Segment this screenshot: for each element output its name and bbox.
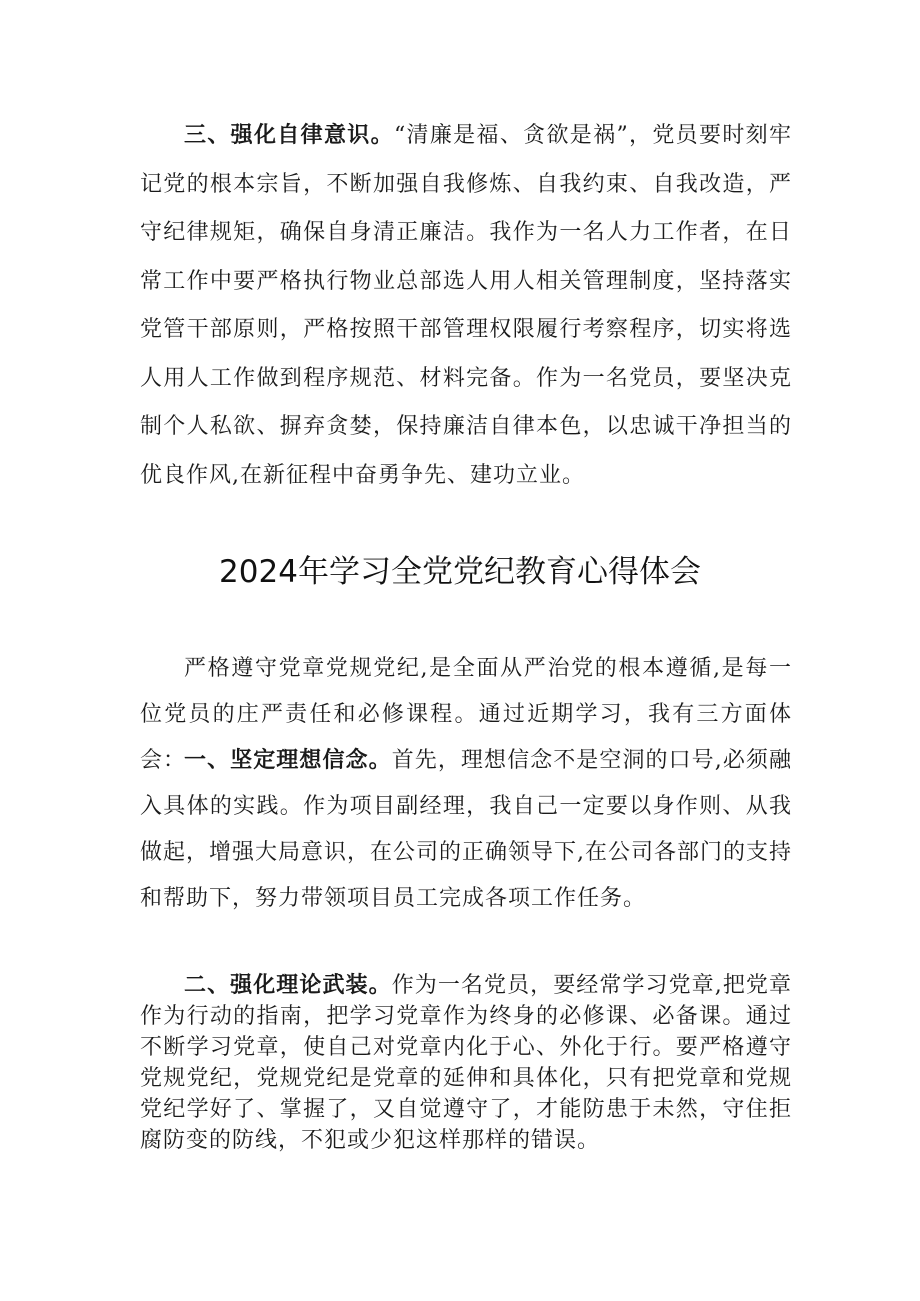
paragraph-self-discipline — [140, 112, 792, 500]
paragraph-theory — [140, 970, 792, 1156]
paragraph-heading: 二、强化理论武装。 — [184, 973, 392, 998]
paragraph-body: 严格遵守党章党规党纪,是全面从严治党的根本遵循,是每一位党员的庄严责任和必修课程。通过近期学习，我有三方面体会： — [140, 656, 792, 773]
paragraph-body: 首先，理想信念不是空洞的口号,必须融入具体的实践。作为项目副经理，我自己一定要以身作则、从我做起，增强大局意识，在公司的正确领导下,在公司各部门的支持和帮助下，努力带领项目员工完成各项工作任务。 — [140, 748, 792, 911]
paragraph-body: 作为一名党员，要经常学习党章,把党章作为行动的指南，把学习党章作为终身的必修课、必备课。通过不断学习党章，使自己对党章内化于心、外化于行。要严格遵守党规党纪，党规党纪是党章的延伸和具体化，只有把党章和党规党纪学好了、掌握了，又自觉遵守了，才能防患于未然，守住拒腐防变的防线，不犯或少犯这样那样的错误。 — [140, 973, 792, 1153]
paragraph-heading: 一、坚定理想信念。 — [184, 748, 392, 773]
document-title: 2024年学习全党党纪教育心得体会 — [219, 554, 701, 590]
paragraph-body: “清廉是福、贪欲是祸”，党员要时刻牢记党的根本宗旨，不断加强自我修炼、自我约束、自我改造，严守纪律规矩，确保自身清正廉洁。我作为一名人力工作者，在日常工作中要严格执行物业总部选人用人相关管理制度，坚持落实党管干部原则，严格按照干部管理权限履行考察程序，切实将选人用人工作做到程序规范、材料完备。作为一名党员，要坚决克制个人私欲、摒弃贪婪，保持廉洁自律本色，以忠诚干净担当的优良作风,在新征程中奋勇争先、建功立业。 — [140, 123, 792, 488]
paragraph-heading: 三、强化自律意识。 — [184, 123, 394, 148]
paragraph-ideals — [140, 738, 792, 922]
